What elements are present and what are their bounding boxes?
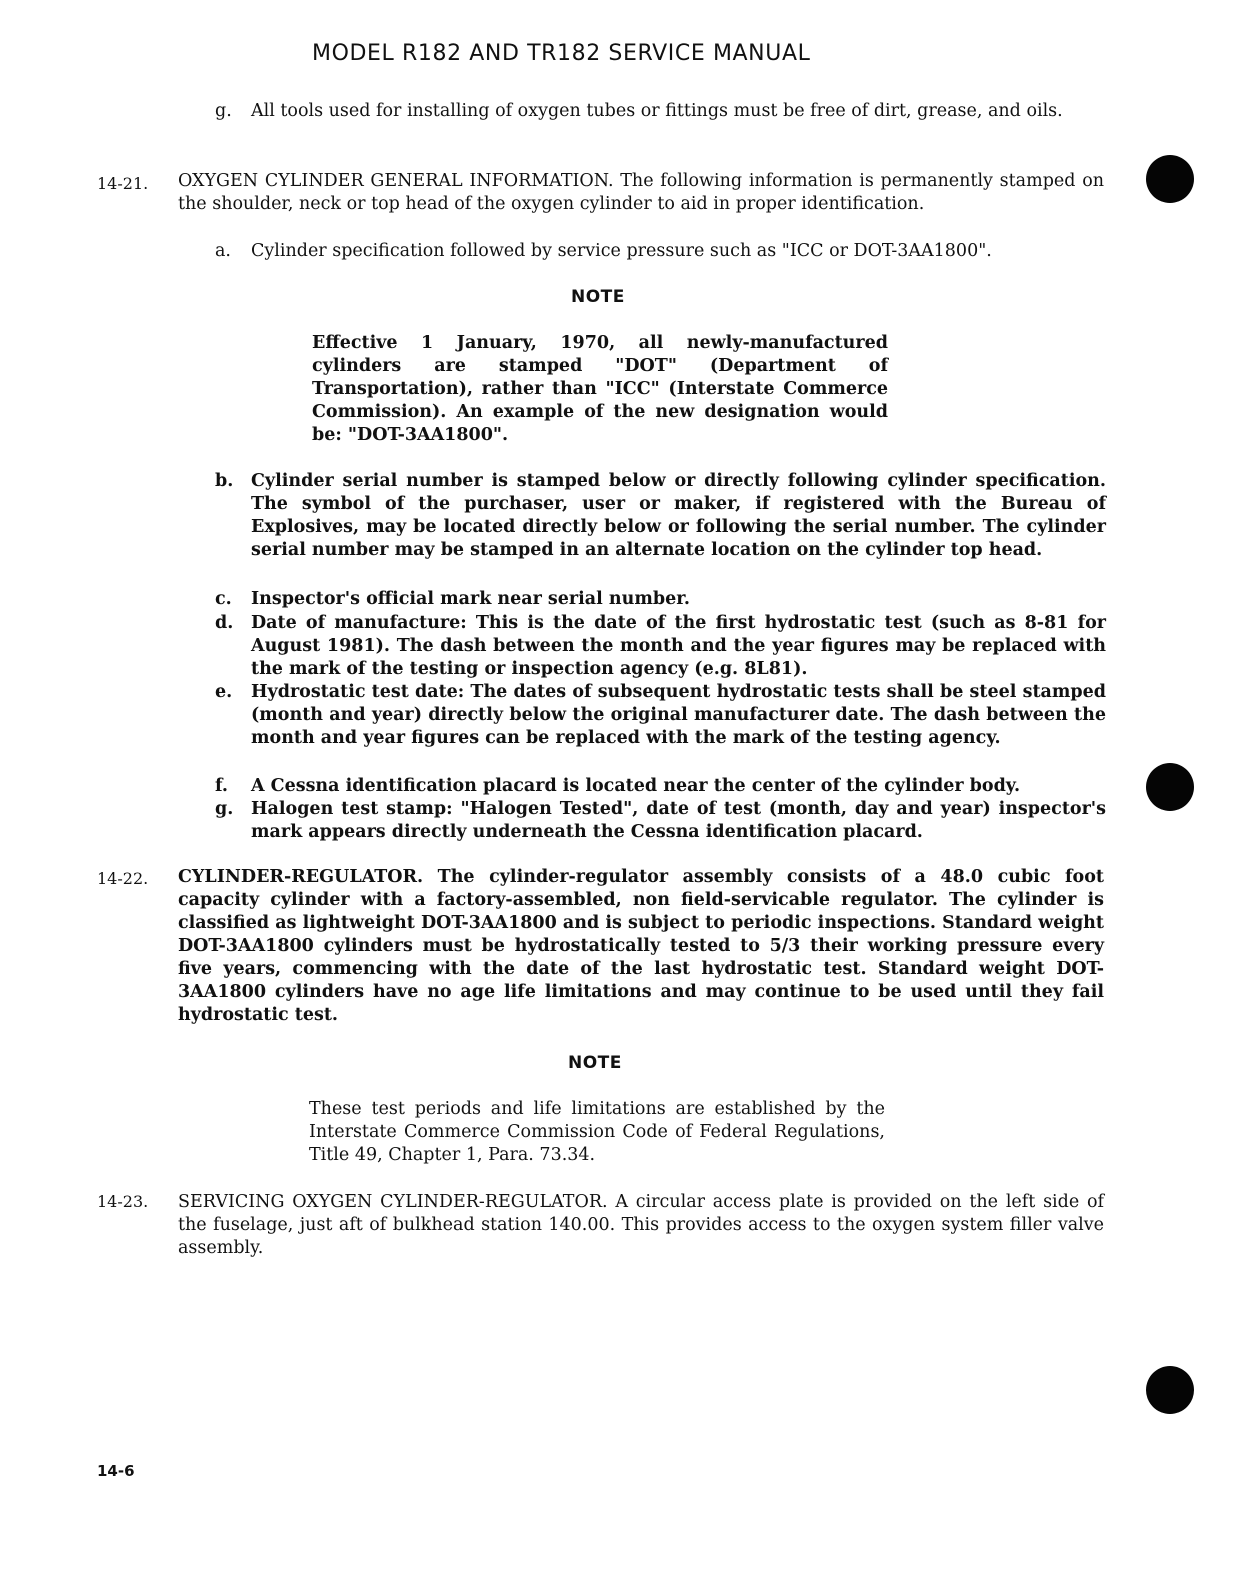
- section-14-22-text: CYLINDER-REGULATOR. The cylinder-regulator assembly consists of a 48.0 cubic foot capacity cylinder with a factory-assembled, non field-servicable regulator. The cylinder is classified as lightweight DOT-3AA1800 and is subject to periodic inspections. Standard weight DOT-3AA1800 cylinders must be hydrostatically tested to 5/3 their working pressure every five years, commencing with the date of the last hydrostatic test. Standard weight DOT-3AA1800 cylinders have no age life limitations and may continue to be used until they fail hydrostatic test.: [178, 867, 1104, 1025]
- item-c-letter: c.: [215, 589, 232, 609]
- item-g-letter: g.: [215, 799, 234, 819]
- item-b-text: Cylinder serial number is stamped below or directly following cylinder specification. The symbol of the purchaser, user or maker, if registered with the Bureau of Explosives, may be located directly below or following the serial number. The cylinder serial number may be stamped in an alternate location on the cylinder top head.: [251, 471, 1106, 560]
- page-number: 14-6: [97, 1462, 135, 1480]
- item-f-text: A Cessna identification placard is located near the center of the cylinder body.: [251, 776, 1021, 796]
- item-b-letter: b.: [215, 471, 234, 491]
- item-a-text: Cylinder specification followed by service pressure such as "ICC or DOT-3AA1800".: [251, 241, 992, 261]
- section-14-23-text: SERVICING OXYGEN CYLINDER-REGULATOR. A circular access plate is provided on the left side of the fuselage, just aft of bulkhead station 140.00. This provides access to the oxygen system filler valve assembly.: [178, 1192, 1104, 1258]
- item-g-text: Halogen test stamp: "Halogen Tested", date of test (month, day and year) inspector's mark appears directly underneath the Cessna identification placard.: [251, 799, 1106, 842]
- item-e-letter: e.: [215, 682, 233, 702]
- note-body-2: These test periods and life limitations are established by the Interstate Commerce Commission Code of Federal Regulations, Title 49, Chapter 1, Para. 73.34.: [309, 1099, 885, 1165]
- binder-hole-top: [1146, 155, 1194, 203]
- page-header-title: MODEL R182 AND TR182 SERVICE MANUAL: [312, 41, 811, 66]
- intro-item-letter: g.: [215, 101, 232, 121]
- item-c-text: Inspector's official mark near serial number.: [251, 589, 690, 609]
- intro-item-text: All tools used for installing of oxygen tubes or fittings must be free of dirt, grease, and oils.: [251, 101, 1063, 121]
- note-heading-2: NOTE: [568, 1053, 622, 1073]
- section-14-23-number: 14-23.: [97, 1192, 149, 1211]
- item-a-letter: a.: [215, 241, 231, 261]
- section-14-21-text: OXYGEN CYLINDER GENERAL INFORMATION. The following information is permanently stamped on the shoulder, neck or top head of the oxygen cylinder to aid in proper identification.: [178, 171, 1104, 214]
- item-d-letter: d.: [215, 613, 234, 633]
- note-heading-1: NOTE: [571, 287, 625, 307]
- binder-hole-bottom: [1146, 1366, 1194, 1414]
- section-14-22-number: 14-22.: [97, 869, 149, 888]
- item-d-text: Date of manufacture: This is the date of the first hydrostatic test (such as 8-81 for August 1981). The dash between the month and the year figures may be replaced with the mark of the testing or inspection agency (e.g. 8L81).: [251, 613, 1106, 679]
- section-14-21-number: 14-21.: [97, 174, 149, 193]
- note-body-1: Effective 1 January, 1970, all newly-manufactured cylinders are stamped "DOT" (Department of Transportation), rather than "ICC" (Interstate Commerce Commission). An example of the new designation would be: "DOT-3AA1800".: [312, 333, 888, 445]
- item-e-text: Hydrostatic test date: The dates of subsequent hydrostatic tests shall be steel stamped (month and year) directly below the original manufacturer date. The dash between the month and year figures can be replaced with the mark of the testing agency.: [251, 682, 1106, 748]
- item-f-letter: f.: [215, 776, 228, 796]
- binder-hole-middle: [1146, 763, 1194, 811]
